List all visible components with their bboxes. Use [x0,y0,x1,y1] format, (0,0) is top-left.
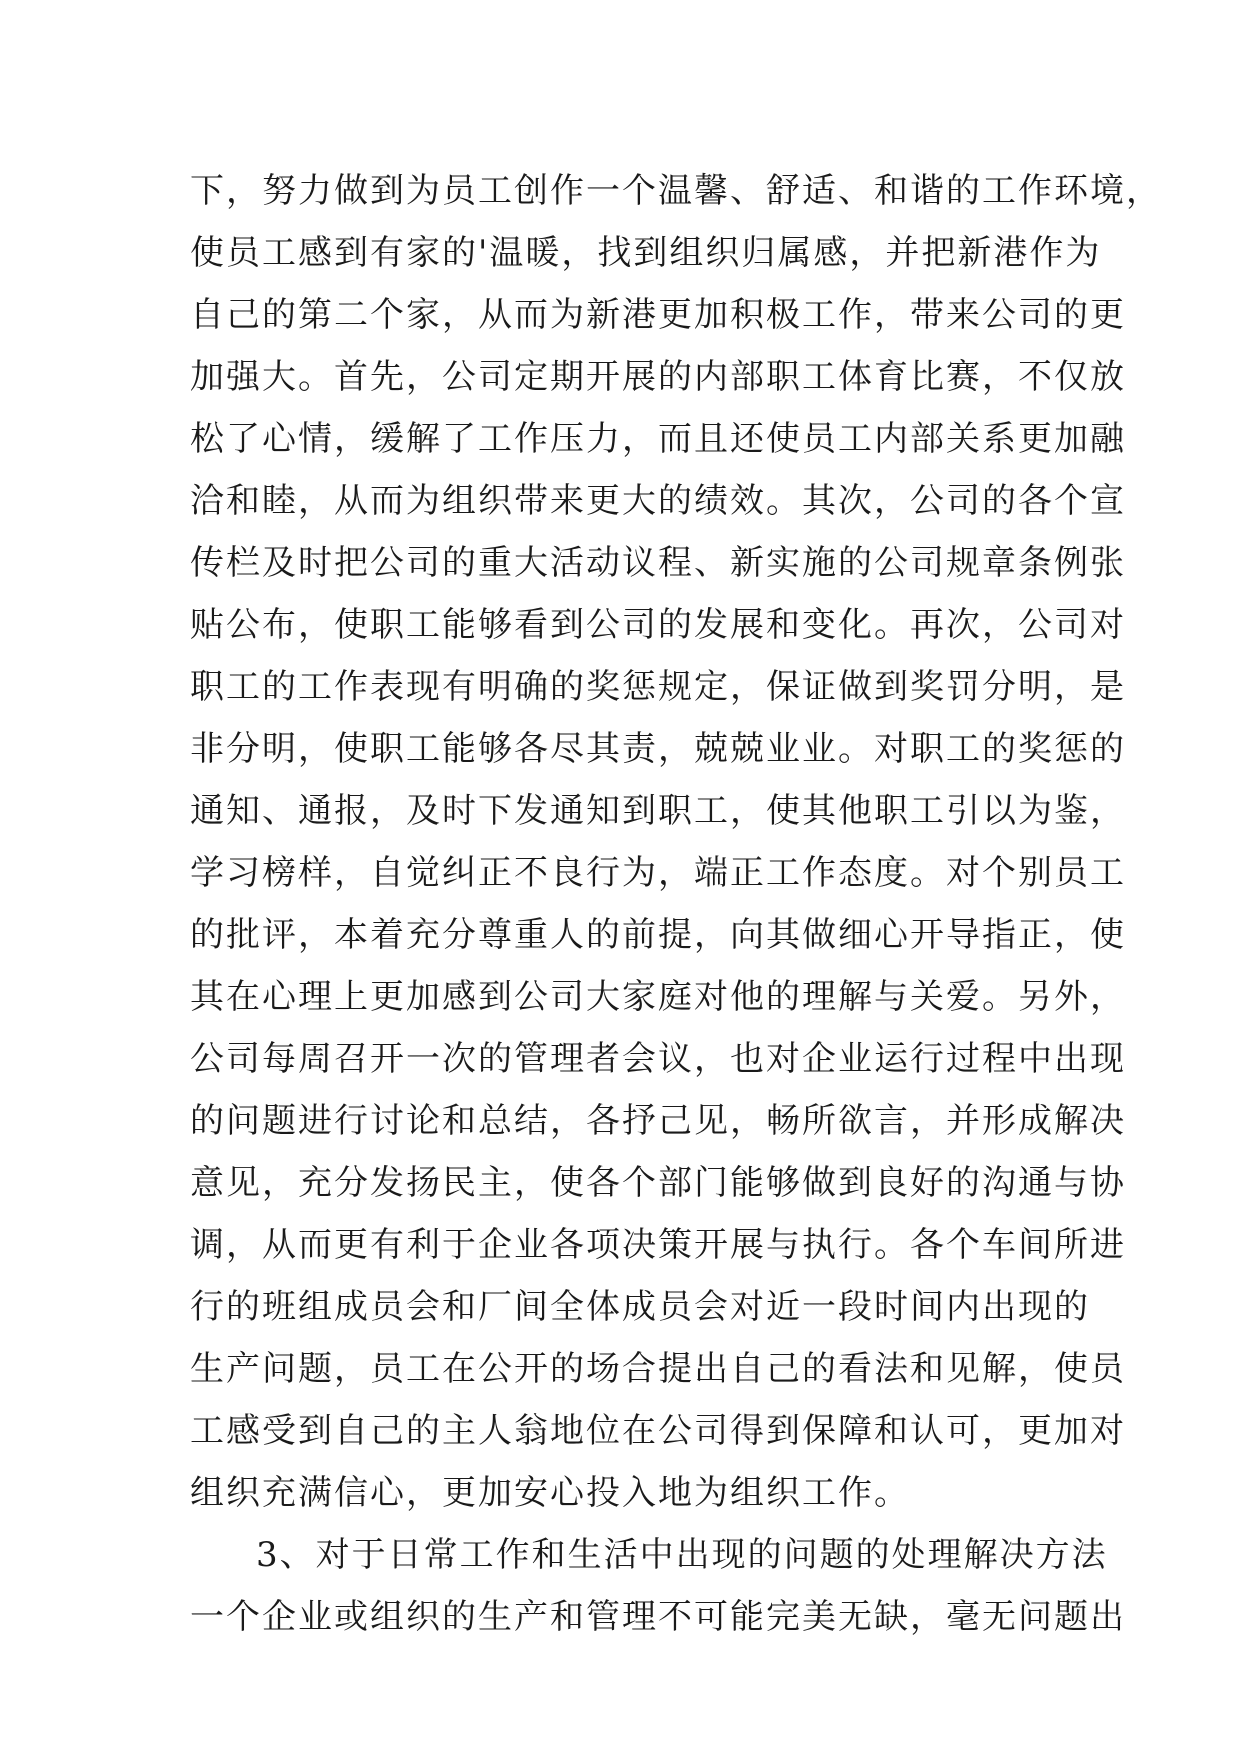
text-line: 职工的工作表现有明确的奖惩规定，保证做到奖罚分明，是 [190,667,1126,707]
text-line: 学习榜样，自觉纠正不良行为，端正工作态度。对个别员工 [190,853,1126,893]
text-line: 调，从而更有利于企业各项决策开展与执行。各个车间所进 [190,1225,1126,1265]
text-line: 传栏及时把公司的重大活动议程、新实施的公司规章条例张 [190,543,1126,583]
body-text [190,160,1162,1648]
text-line: 洽和睦，从而为组织带来更大的绩效。其次，公司的各个宣 [190,481,1126,521]
text-line: 使员工感到有家的'温暖，找到组织归属感，并把新港作为 [190,233,1102,273]
text-line: 松了心情，缓解了工作压力，而且还使员工内部关系更加融 [190,419,1126,459]
text-line: 生产问题，员工在公开的场合提出自己的看法和见解，使员 [190,1349,1126,1389]
text-line: 公司每周召开一次的管理者会议，也对企业运行过程中出现 [190,1039,1126,1079]
text-line: 非分明，使职工能够各尽其责，兢兢业业。对职工的奖惩的 [190,729,1126,769]
text-line: 的批评，本着充分尊重人的前提，向其做细心开导指正，使 [190,915,1126,955]
text-line: 加强大。首先，公司定期开展的内部职工体育比赛，不仅放 [190,357,1126,397]
text-line: 一个企业或组织的生产和管理不可能完美无缺，毫无问题出 [190,1597,1126,1637]
text-line: 通知、通报，及时下发通知到职工，使其他职工引以为鉴， [190,791,1126,831]
text-line: 其在心理上更加感到公司大家庭对他的理解与关爱。另外， [190,977,1126,1017]
text-line: 工感受到自己的主人翁地位在公司得到保障和认可，更加对 [190,1411,1126,1451]
text-line: 的问题进行讨论和总结，各抒己见，畅所欲言，并形成解决 [190,1101,1126,1141]
text-line: 组织充满信心，更加安心投入地为组织工作。 [190,1473,910,1513]
text-line: 贴公布，使职工能够看到公司的发展和变化。再次，公司对 [190,605,1126,645]
section-heading: 3、对于日常工作和生活中出现的问题的处理解决方法 [256,1535,1108,1575]
text-line: 行的班组成员会和厂间全体成员会对近一段时间内出现的 [190,1287,1090,1327]
text-line: 意见，充分发扬民主，使各个部门能够做到良好的沟通与协 [190,1163,1126,1203]
text-line: 自己的第二个家，从而为新港更加积极工作，带来公司的更 [190,295,1126,335]
text-line: 下，努力做到为员工创作一个温馨、舒适、和谐的工作环境， [190,171,1162,211]
